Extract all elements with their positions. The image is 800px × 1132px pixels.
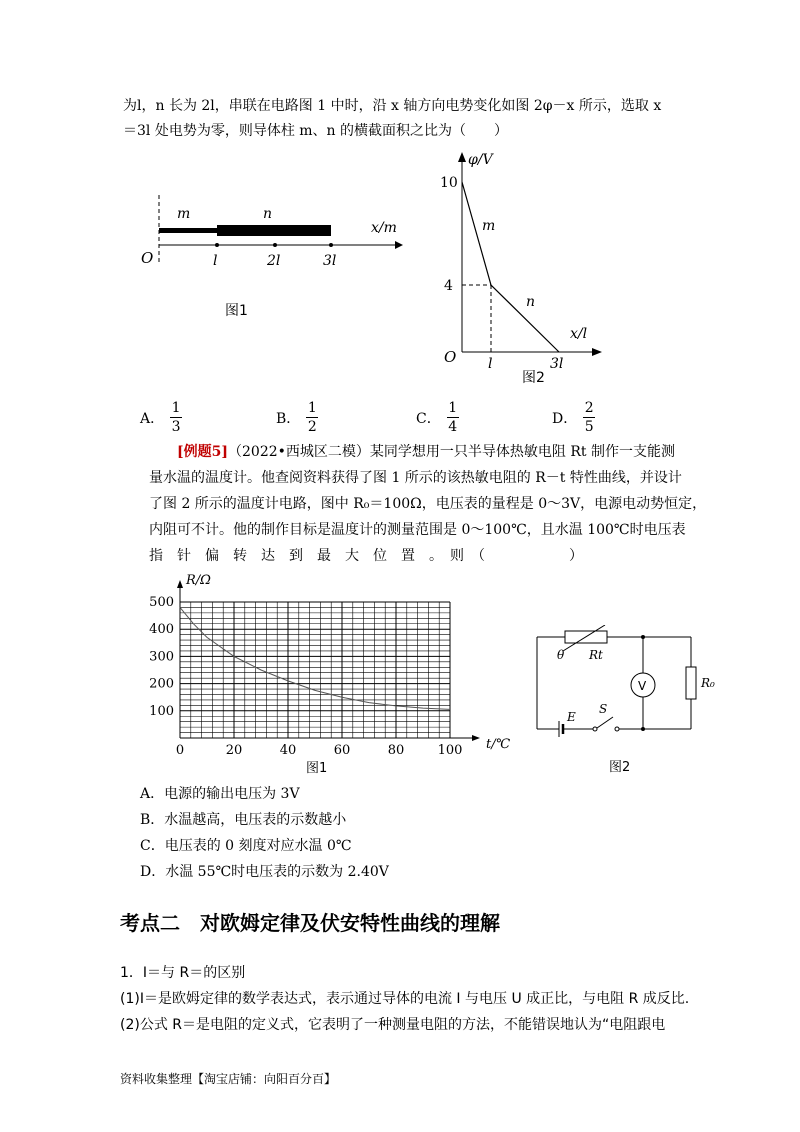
rt-curve	[180, 607, 450, 709]
problem1-line1: 为l，n 长为 2l，串联在电路图 1 中时，沿 x 轴方向电势变化如图 2φ－x 所示，选取 x	[123, 98, 662, 114]
option-letter: B．	[276, 410, 301, 427]
tick-2l: 2l	[267, 253, 281, 269]
example5-line4: 内阻可不计。他的制作目标是温度计的测量范围是 0～100℃，且水温 100℃时电压表	[149, 522, 686, 538]
label-r0: R₀	[701, 676, 715, 690]
axis-label-x: x/m	[371, 220, 397, 236]
fraction: $\frac{2}{5}$	[584, 400, 594, 435]
chart-caption: 图1	[306, 761, 328, 776]
example-tag: [例题5]	[177, 444, 228, 460]
x-tick-label: 60	[333, 743, 351, 758]
option-letter: A．	[140, 410, 165, 427]
section-item2: (1)I＝是欧姆定律的数学表达式，表示通过导体的电流 I 与电压 U 成正比，与电阻 R 成反比.	[120, 991, 690, 1007]
example5-line3: 了图 2 所示的温度计电路，图中 R₀＝100Ω，电压表的量程是 0～3V，电源电动势恒定，	[149, 496, 707, 512]
figure1-conductors	[135, 185, 415, 325]
label-s: S	[599, 702, 608, 716]
conductor-m	[159, 228, 217, 233]
section-item3: (2)公式 R＝是电阻的定义式，它表明了一种测量电阻的方法，不能错误地认为“电阻跟电	[120, 1017, 666, 1033]
circuit-caption: 图2	[609, 760, 631, 775]
example5-option-b[interactable]: B．水温越高，电压表的示数越小	[140, 812, 347, 828]
label-m: m	[482, 218, 496, 234]
fraction: $\frac{1}{3}$	[171, 400, 181, 435]
option-a[interactable]	[140, 400, 182, 435]
label-v: V	[638, 679, 647, 693]
y-tick-label: 300	[149, 649, 174, 665]
phi-curve	[462, 182, 559, 352]
example5-line1: [例题5]（2022•西城区二模）某同学想用一只半导体热敏电阻 Rt 制作一支能测	[177, 444, 675, 460]
switch-s	[597, 717, 613, 728]
label-m: m	[177, 206, 191, 222]
x-axis-label: t/℃	[486, 737, 511, 752]
option-d[interactable]	[552, 400, 595, 435]
tick-3l: 3l	[550, 356, 564, 372]
label-e: E	[567, 710, 576, 724]
y-axis-label: R/Ω	[186, 573, 211, 588]
x-axis-label: x/l	[570, 326, 588, 342]
figure1-caption: 图1	[225, 303, 248, 319]
conductor-n	[217, 225, 331, 236]
figure2-caption: 图2	[522, 370, 545, 386]
fraction: $\frac{1}{2}$	[307, 400, 317, 435]
origin-label: O	[141, 249, 154, 267]
x-tick-label: 20	[225, 743, 243, 758]
x-tick-label: 0	[175, 743, 185, 758]
thermometer-circuit	[525, 625, 725, 775]
rt-characteristic-chart	[140, 570, 530, 780]
x-tick-label: 80	[387, 743, 405, 758]
x-tick-label: 100	[437, 743, 463, 758]
section-title: 考点二 对欧姆定律及伏安特性曲线的理解	[120, 911, 500, 935]
tick-10: 10	[440, 175, 458, 191]
y-tick-label: 100	[149, 703, 174, 719]
example5-option-a[interactable]: A．电源的输出电压为 3V	[140, 786, 300, 802]
example5-line5: 指 针 偏 转 达 到 最 大 位 置 。 则 （ ）	[149, 548, 583, 564]
figure2-phi-x-graph	[438, 148, 608, 388]
option-letter: C．	[416, 410, 441, 427]
y-tick-label: 400	[149, 622, 174, 638]
origin-label: O	[444, 348, 457, 366]
fraction: $\frac{1}{4}$	[448, 400, 458, 435]
x-axis-arrow	[395, 241, 403, 249]
tick-3l: 3l	[323, 253, 337, 269]
tick-l: l	[488, 356, 493, 372]
option-letter: D．	[552, 410, 578, 427]
example5-option-d[interactable]: D．水温 55℃时电压表的示数为 2.40V	[140, 864, 389, 880]
example5-line2: 量水温的温度计。他查阅资料获得了图 1 所示的该热敏电阻的 R－t 特性曲线，并设计	[149, 470, 682, 486]
label-n: n	[263, 206, 273, 222]
y-tick-label: 200	[149, 676, 174, 692]
label-theta: θ	[557, 648, 565, 662]
tick-l: l	[213, 253, 218, 269]
option-b[interactable]	[276, 400, 318, 435]
phi-axis-label: φ/V	[468, 152, 493, 168]
option-c[interactable]	[416, 400, 459, 435]
example5-option-c[interactable]: C．电压表的 0 刻度对应水温 0℃	[140, 838, 352, 854]
resistor-r0	[686, 667, 696, 699]
x-tick-label: 40	[279, 743, 297, 758]
footer-note: 资料收集整理【淘宝店铺：向阳百分百】	[120, 1072, 337, 1086]
y-tick-label: 500	[149, 595, 174, 610]
tick-4: 4	[444, 278, 453, 294]
label-rt: Rt	[589, 648, 603, 662]
label-n: n	[526, 294, 536, 310]
section-item1: 1．I＝与 R＝的区别	[120, 965, 246, 981]
problem1-line2: ＝3l 处电势为零，则导体柱 m、n 的横截面积之比为（ ）	[123, 123, 509, 139]
